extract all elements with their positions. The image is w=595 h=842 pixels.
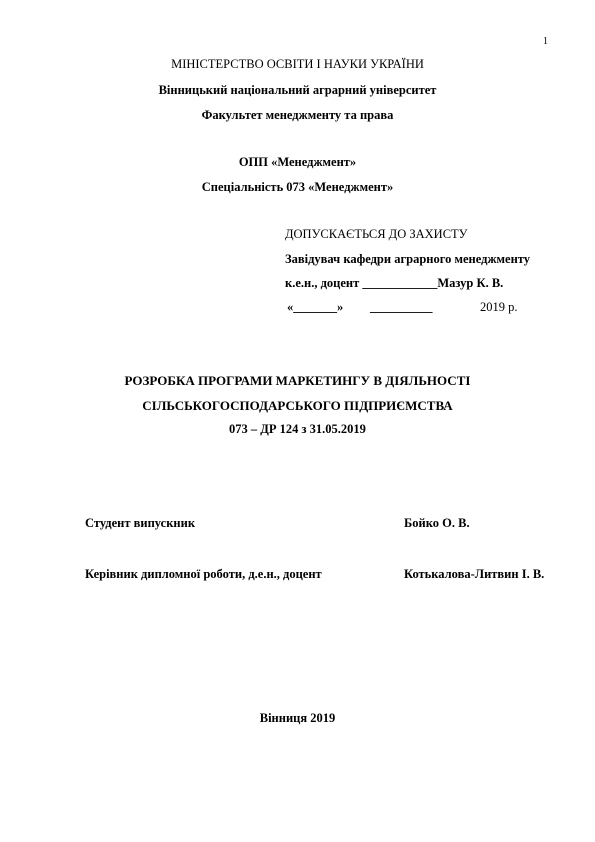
faculty-name: Факультет менеджменту та права	[201, 108, 394, 122]
page-number: 1	[543, 36, 548, 47]
ministry-name: МІНІСТЕРСТВО ОСВІТИ І НАУКИ УКРАЇНИ	[171, 57, 424, 71]
thesis-title-line-1: РОЗРОБКА ПРОГРАМИ МАРКЕТИНГУ В ДІЯЛЬНОСТІ	[124, 373, 471, 388]
supervisor-label: Керівник дипломної роботи, д.е.н., доцент	[85, 567, 322, 581]
approval-signer-line: к.е.н., доцент ____________Мазур К. В.	[285, 276, 504, 290]
student-name: Бойко О. В.	[404, 516, 470, 530]
thesis-title-line-2: СІЛЬСЬКОГОСПОДАРСЬКОГО ПІДПРИЄМСТВА	[142, 398, 453, 413]
thesis-code: 073 – ДР 124 з 31.05.2019	[229, 422, 366, 436]
supervisor-name: Котькалова-Литвин І. В.	[404, 567, 545, 581]
approval-heading: ДОПУСКАЄТЬСЯ ДО ЗАХИСТУ	[285, 227, 468, 241]
approval-date-day: «_______»	[287, 300, 344, 314]
student-label: Студент випускник	[85, 516, 196, 530]
university-name: Вінницький національний аграрний університет	[158, 83, 437, 97]
specialty-name: Спеціальність 073 «Менеджмент»	[201, 180, 394, 194]
approval-year: 2019 р.	[480, 300, 518, 314]
approval-date-month: __________	[370, 300, 433, 314]
program-name: ОПП «Менеджмент»	[238, 155, 357, 169]
city-year: Вінниця 2019	[259, 711, 336, 725]
head-of-department: Завідувач кафедри аграрного менеджменту	[285, 252, 531, 266]
